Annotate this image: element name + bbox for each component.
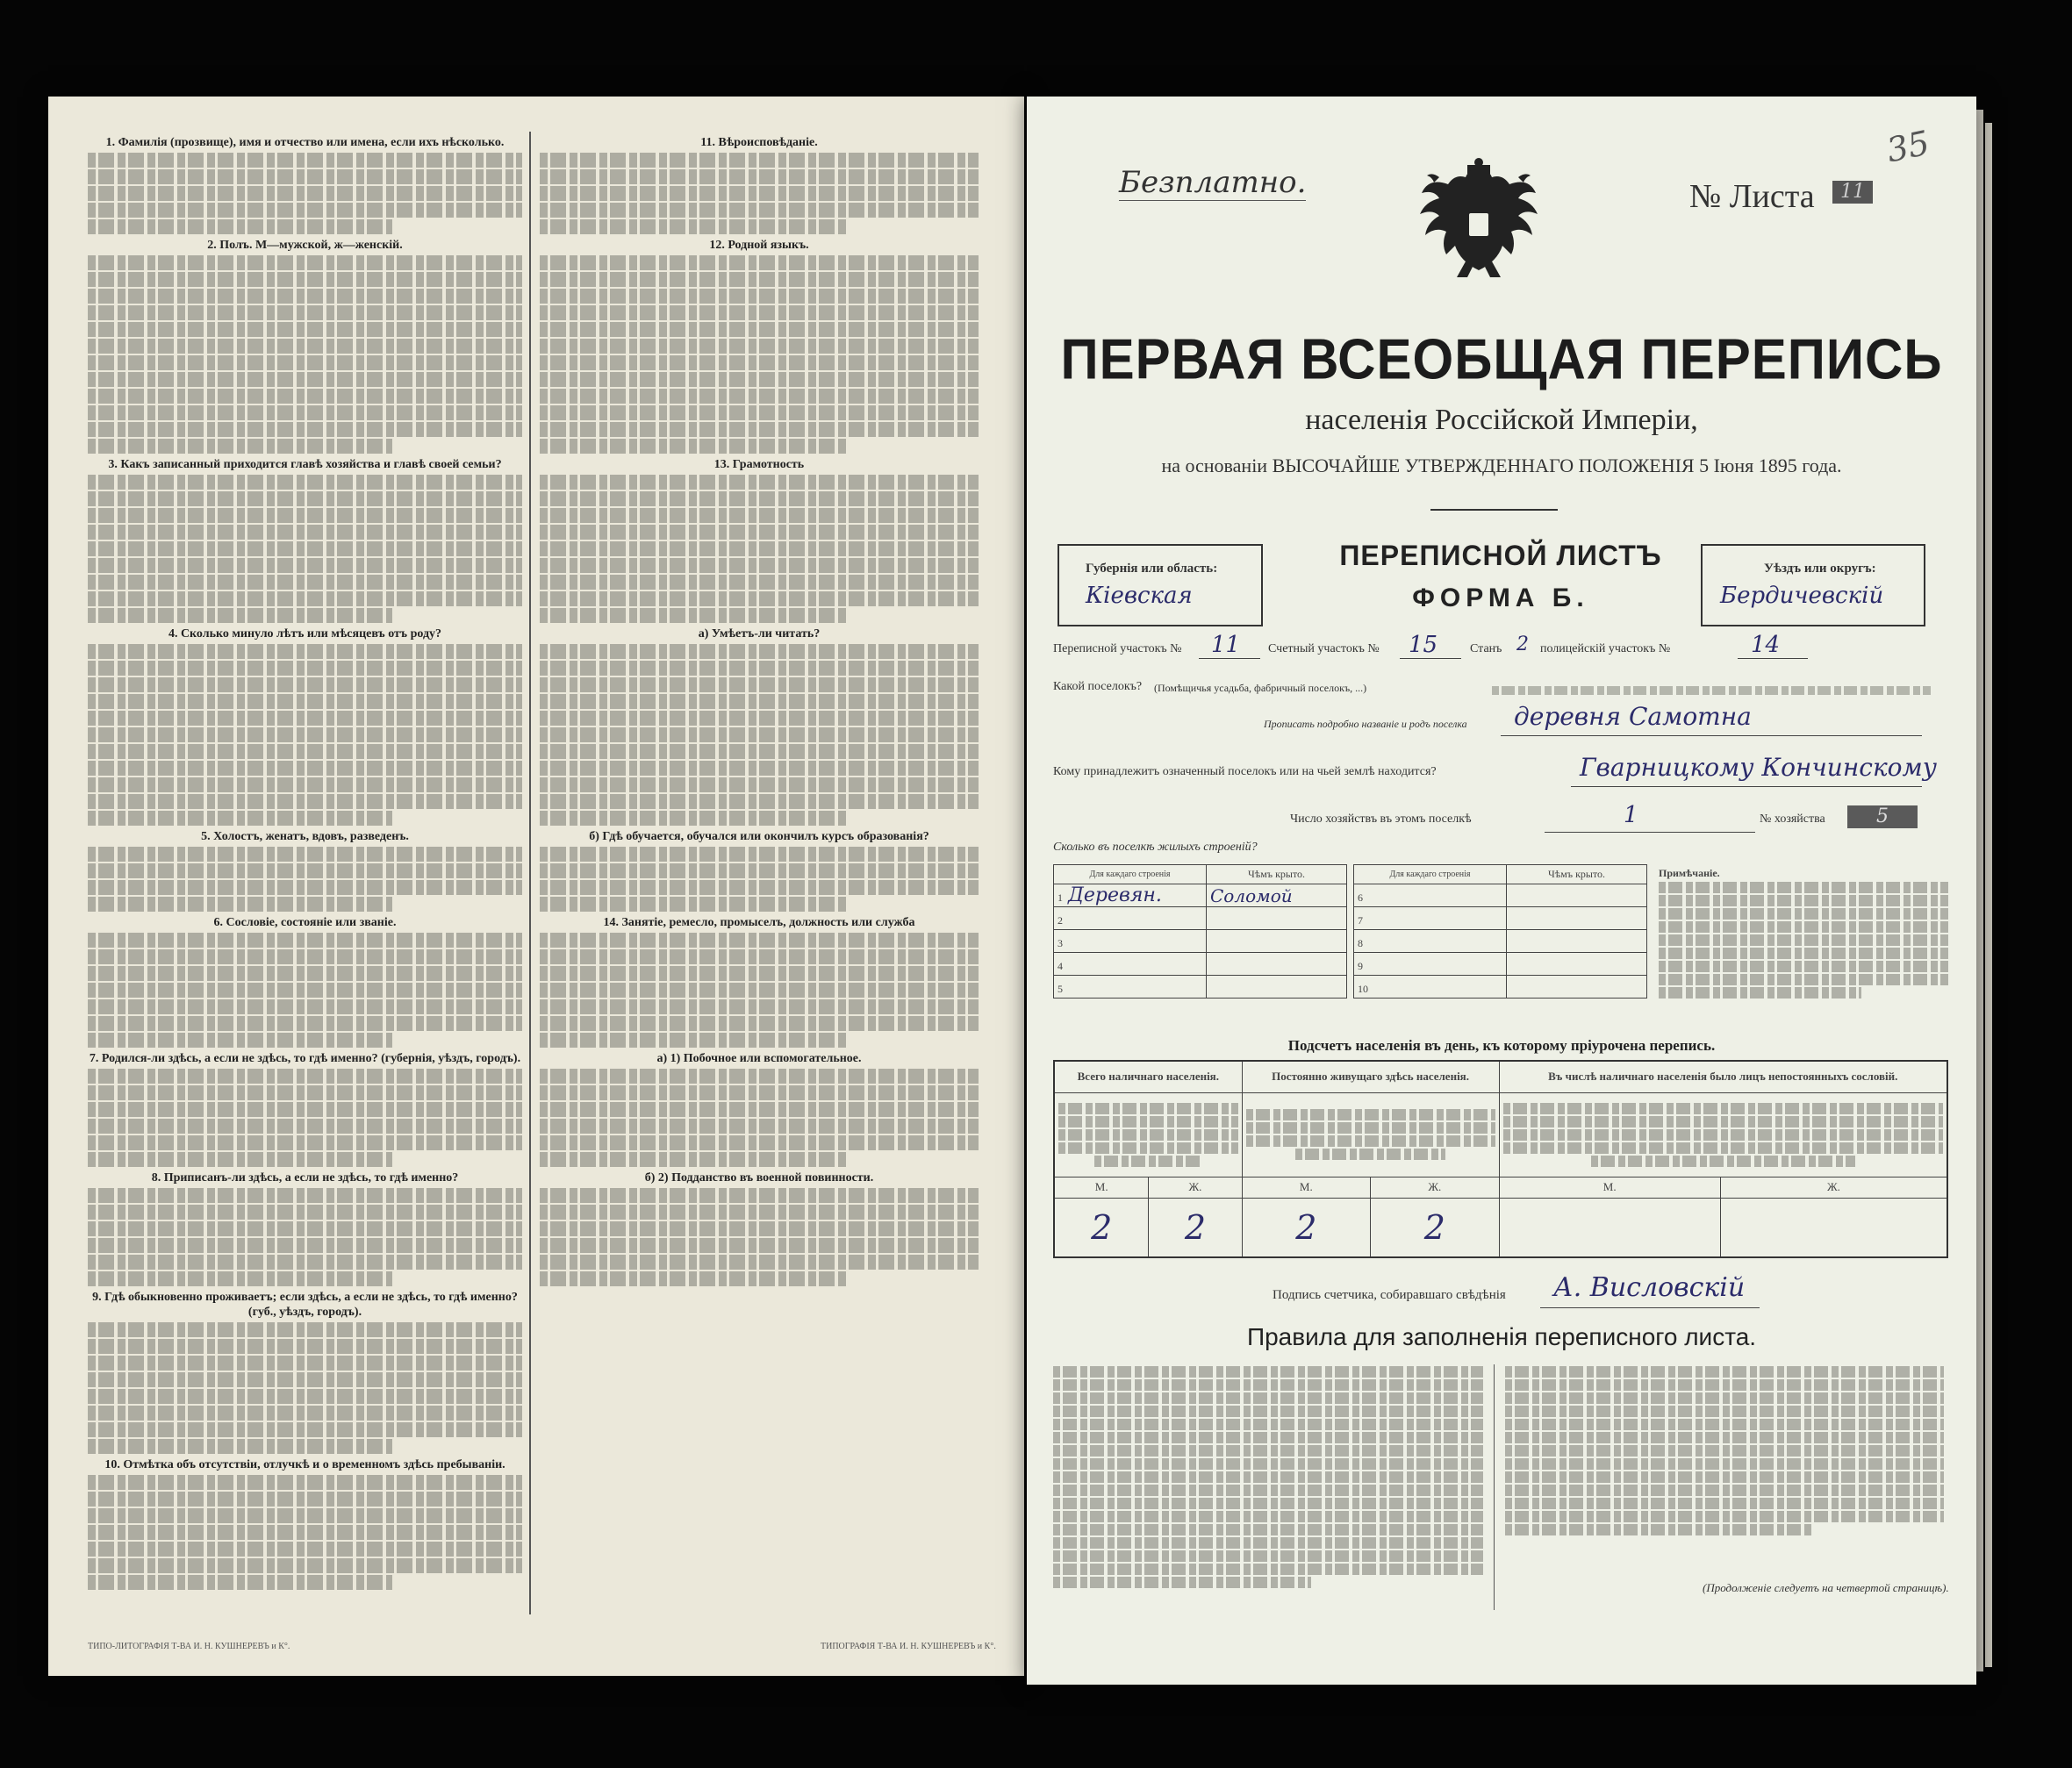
sheet-number-value: 11 — [1832, 181, 1873, 204]
sex-column-label: Ж. — [1371, 1177, 1499, 1198]
instruction-text-line — [88, 1542, 522, 1557]
dwellings-table-left — [1053, 864, 1347, 999]
printer-imprint-right: ТИПОГРАФІЯ Т-ВА И. Н. КУШНЕРЕВЪ и К°. — [821, 1642, 996, 1651]
instruction-text-line — [88, 203, 522, 218]
column-divider — [529, 132, 531, 1614]
households-label: Число хозяйствъ въ этомъ поселкѣ — [1290, 812, 1472, 826]
instruction-text-line — [540, 422, 979, 437]
instructions-column-1 — [88, 132, 522, 1614]
instruction-text-line — [88, 949, 522, 964]
dwelling-number: 5 — [1058, 983, 1063, 995]
population-count-value: 2 — [1054, 1198, 1149, 1257]
rules-column-2 — [1505, 1364, 1944, 1575]
instruction-text-line — [88, 847, 522, 862]
instruction-heading: б) 2) Подданство въ военной повинности. — [644, 1171, 874, 1185]
district-box — [1701, 544, 1925, 626]
province-box — [1058, 544, 1263, 626]
instruction-text-line — [88, 491, 522, 506]
instruction-text-line — [88, 1221, 522, 1236]
instruction-text-line — [540, 811, 847, 826]
free-label: Безплатно. — [1119, 165, 1307, 200]
dwelling-row — [1054, 930, 1347, 953]
instruction-text-line — [88, 999, 522, 1014]
settlement-hint-fine-print — [1492, 686, 1931, 695]
instruction-text-line — [88, 1475, 522, 1490]
settlement-hint: (Помѣщичья усадьба, фабричный поселокъ, ...) — [1154, 682, 1367, 694]
instruction-text-line — [88, 322, 522, 337]
printer-imprint-left: ТИПО-ЛИТОГРАФІЯ Т-ВА И. Н. КУШНЕРЕВЪ и К°. — [88, 1642, 290, 1651]
instruction-heading: 10. Отмѣтка объ отсутствіи, отлучкѣ и о временномъ здѣсь пребываніи. — [104, 1458, 505, 1471]
instruction-text-line — [88, 1069, 522, 1084]
instruction-text-line — [88, 1339, 522, 1354]
census-section-label: Переписной участокъ № — [1053, 642, 1182, 655]
sex-column-label: Ж. — [1149, 1177, 1242, 1198]
instruction-heading: 12. Родной языкъ. — [709, 239, 809, 252]
instruction-text-line — [540, 1152, 847, 1167]
instruction-text-line — [540, 999, 979, 1014]
instruction-text-line — [88, 661, 522, 676]
instruction-text-line — [88, 305, 522, 320]
instruction-text-line — [88, 1558, 522, 1573]
count-header-temporary: Въ числѣ наличнаго населенія было лицъ непостоянныхъ сословій. — [1499, 1061, 1947, 1092]
form-main-title: ПЕРВАЯ ВСЕОБЩАЯ ПЕРЕПИСЬ — [1060, 327, 1943, 391]
dwelling-number: 8 — [1358, 937, 1363, 949]
instruction-text-line — [88, 1525, 522, 1540]
population-count-value: 2 — [1149, 1198, 1242, 1257]
dwelling-row — [1354, 907, 1647, 930]
counting-section-label: Счетный участокъ № — [1268, 642, 1380, 655]
dwellings-col-header: Для каждаго строенія — [1054, 865, 1207, 884]
instruction-text-line — [540, 761, 979, 776]
dwelling-roof — [1207, 907, 1347, 930]
settlement-label: Какой поселокъ? — [1053, 680, 1143, 693]
dwellings-col-header: Чѣмъ крыто. — [1207, 865, 1347, 884]
instruction-text-line — [540, 1135, 979, 1150]
counting-section-value: 15 — [1409, 632, 1438, 658]
instruction-heading: б) Гдѣ обучается, обучался или окончилъ курсъ образованія? — [589, 830, 929, 843]
instruction-text-line — [540, 1188, 979, 1203]
instruction-heading: 1. Фамилія (прозвище), имя и отчество или имена, если ихъ нѣсколько. — [105, 136, 505, 149]
dwelling-kind: Деревян. — [1068, 884, 1162, 906]
instruction-text-line — [540, 541, 979, 556]
instruction-heading: а) 1) Побочное или вспомогательное. — [656, 1052, 862, 1065]
instruction-text-line — [540, 305, 979, 320]
instruction-heading: 6. Сословіе, состояніе или званіе. — [213, 916, 397, 929]
field-underline — [1571, 786, 1922, 787]
instruction-text-line — [88, 880, 522, 895]
instruction-text-line — [540, 1102, 979, 1117]
instruction-text-line — [88, 475, 522, 490]
instruction-text-line — [88, 966, 522, 981]
instruction-text-line — [540, 1238, 979, 1253]
instruction-text-line — [88, 1406, 522, 1421]
rules-column-1 — [1053, 1364, 1483, 1619]
instruction-text-line — [540, 897, 847, 912]
dwelling-row — [1054, 907, 1347, 930]
dwellings-col-header: Для каждаго строенія — [1354, 865, 1507, 884]
instruction-text-line — [88, 777, 522, 792]
province-label: Губернія или область: — [1086, 562, 1218, 576]
instruction-text-line — [540, 389, 979, 404]
instruction-text-line — [540, 153, 979, 168]
instruction-heading: 11. Вѣроисповѣданіе. — [700, 136, 818, 149]
instruction-heading: 2. Полъ. М—мужской, ж—женскій. — [207, 239, 403, 252]
signature-label: Подпись счетчика, собиравшаго свѣдѣнія — [1273, 1288, 1506, 1302]
field-underline — [1545, 832, 1755, 833]
instruction-text-line — [540, 880, 979, 895]
instruction-heading: 14. Занятіе, ремесло, промыселъ, должность или служба — [603, 916, 915, 929]
instruction-text-line — [88, 608, 392, 623]
instruction-text-line — [540, 339, 979, 354]
instruction-text-line — [540, 933, 979, 948]
instruction-text-line — [540, 405, 979, 420]
field-underline — [1501, 735, 1922, 736]
instruction-text-line — [540, 983, 979, 998]
dwelling-number: 10 — [1358, 983, 1368, 995]
instruction-text-line — [540, 439, 847, 454]
dwelling-roof — [1507, 884, 1647, 907]
instruction-heading: а) Умѣетъ-ли читать? — [698, 627, 821, 641]
dwelling-row — [1354, 930, 1647, 953]
instruction-text-line — [88, 1085, 522, 1100]
instruction-text-line — [88, 1575, 392, 1590]
police-section-value: 14 — [1751, 632, 1781, 658]
instruction-text-line — [540, 1221, 979, 1236]
instruction-text-line — [88, 508, 522, 523]
instruction-heading: 9. Гдѣ обыкновенно проживаетъ; если здѣсь, а если не здѣсь, то гдѣ именно? (губ., уѣздъ, городъ). — [92, 1291, 518, 1319]
dwelling-number: 7 — [1358, 914, 1363, 927]
population-count-table — [1053, 1060, 1948, 1258]
census-section-value: 11 — [1211, 632, 1241, 658]
settlement-note: Прописать подробно названіе и родъ поселка — [1264, 718, 1467, 730]
instruction-text-line — [88, 1422, 522, 1437]
dwelling-roof — [1207, 930, 1347, 953]
paper-stack-edge — [1985, 123, 1992, 1667]
sex-column-label: Ж. — [1720, 1177, 1947, 1198]
instruction-text-line — [540, 475, 979, 490]
instruction-text-line — [88, 558, 522, 573]
settlement-value: деревня Самотна — [1514, 702, 1752, 731]
instruction-text-line — [540, 744, 979, 759]
instruction-text-line — [88, 255, 522, 270]
dwelling-number: 6 — [1358, 891, 1363, 904]
police-section-label: полицейскій участокъ № — [1540, 642, 1671, 655]
instruction-text-line — [88, 711, 522, 726]
instruction-text-line — [88, 761, 522, 776]
instruction-text-line — [540, 727, 979, 742]
instruction-heading: 4. Сколько минуло лѣтъ или мѣсяцевъ отъ роду? — [168, 627, 442, 641]
instruction-text-line — [88, 1508, 522, 1523]
dwelling-roof — [1207, 976, 1347, 999]
instruction-text-line — [540, 1255, 979, 1270]
instruction-text-line — [540, 491, 979, 506]
instruction-text-line — [88, 644, 522, 659]
instruction-text-line — [88, 575, 522, 590]
instruction-heading: 7. Родился-ли здѣсь, а если не здѣсь, то гдѣ именно? (губернія, уѣздъ, городъ). — [89, 1052, 521, 1065]
instruction-text-line — [540, 1271, 847, 1286]
dwelling-number: 9 — [1358, 960, 1363, 972]
instruction-text-line — [88, 694, 522, 709]
instruction-text-line — [540, 372, 979, 387]
dwelling-row — [1054, 884, 1347, 907]
instruction-text-line — [540, 863, 979, 878]
dwelling-row — [1354, 884, 1647, 907]
instruction-text-line — [88, 933, 522, 948]
stan-label: Станъ — [1470, 642, 1502, 655]
instruction-text-line — [88, 1322, 522, 1337]
sex-column-label: М. — [1499, 1177, 1720, 1198]
instruction-text-line — [540, 322, 979, 337]
form-sheet-title: ПЕРЕПИСНОЙ ЛИСТЪ — [1339, 540, 1662, 571]
instruction-text-line — [88, 744, 522, 759]
instruction-text-line — [540, 219, 847, 234]
dwelling-row — [1054, 976, 1347, 999]
instruction-text-line — [88, 541, 522, 556]
instructions-column-2 — [540, 132, 979, 1614]
dwelling-number: 3 — [1058, 937, 1063, 949]
dwelling-roof — [1207, 953, 1347, 976]
instruction-text-line — [88, 1188, 522, 1203]
dwelling-roof — [1507, 907, 1647, 930]
population-count-title: Подсчетъ населенія въ день, къ которому пріурочена перепись. — [1287, 1037, 1716, 1054]
instruction-text-line — [540, 289, 979, 304]
instruction-text-line — [540, 272, 979, 287]
instruction-text-line — [88, 153, 522, 168]
dwelling-roof — [1507, 976, 1647, 999]
dwellings-note — [1659, 867, 1948, 1020]
instruction-text-line — [88, 1271, 392, 1286]
note-label: Примѣчаніе. — [1659, 867, 1720, 879]
instruction-text-line — [540, 966, 979, 981]
instruction-text-line — [540, 575, 979, 590]
rules-continuation-note: (Продолженіе следуетъ на четвертой страницѣ). — [1703, 1581, 1949, 1594]
instruction-text-line — [88, 1389, 522, 1404]
instruction-text-line — [540, 1085, 979, 1100]
instruction-text-line — [540, 1205, 979, 1220]
population-count-value: 2 — [1242, 1198, 1370, 1257]
instruction-text-line — [88, 1356, 522, 1371]
left-page-instructions — [48, 97, 1024, 1676]
instruction-text-line — [540, 847, 979, 862]
province-value: Кіевская — [1086, 583, 1193, 609]
instruction-text-line — [540, 777, 979, 792]
instruction-text-line — [88, 1152, 392, 1167]
pencil-corner-number: 35 — [1882, 123, 1933, 170]
instruction-heading: 8. Приписанъ-ли здѣсь, а если не здѣсь, то гдѣ именно? — [151, 1171, 459, 1185]
instruction-text-line — [540, 508, 979, 523]
instruction-text-line — [88, 1016, 522, 1031]
dwelling-row — [1054, 953, 1347, 976]
imperial-eagle-emblem — [1413, 158, 1545, 281]
count-header-total: Всего наличнаго населенія. — [1054, 1061, 1242, 1092]
form-type-title: ФОРМА Б. — [1412, 583, 1589, 612]
rules-divider — [1494, 1364, 1495, 1610]
instruction-text-line — [88, 1439, 392, 1454]
instruction-text-line — [88, 794, 522, 809]
instruction-text-line — [540, 355, 979, 370]
owner-label: Кому принадлежитъ означенный поселокъ или на чьей землѣ находится? — [1053, 765, 1437, 778]
count-header-permanent: Постоянно живущаго здѣсь населенія. — [1242, 1061, 1499, 1092]
instruction-text-line — [88, 272, 522, 287]
instruction-text-line — [88, 897, 392, 912]
field-underline — [1540, 1307, 1760, 1308]
instruction-text-line — [540, 1119, 979, 1134]
instruction-heading: 5. Холостъ, женатъ, вдовъ, разведенъ. — [201, 830, 409, 843]
dwellings-table-right — [1353, 864, 1647, 999]
instruction-text-line — [88, 1255, 522, 1270]
dwelling-roof — [1507, 930, 1647, 953]
instruction-text-line — [88, 439, 392, 454]
dwelling-roof: Соломой — [1207, 884, 1347, 907]
instruction-text-line — [540, 203, 979, 218]
instruction-text-line — [88, 525, 522, 540]
dwelling-roof — [1507, 953, 1647, 976]
population-count-value — [1720, 1198, 1947, 1257]
instruction-text-line — [88, 1238, 522, 1253]
dwelling-number: 2 — [1058, 914, 1063, 927]
instruction-text-line — [540, 677, 979, 692]
instruction-text-line — [88, 1205, 522, 1220]
form-legal-basis: на основаніи ВЫСОЧАЙШЕ УТВЕРЖДЕННАГО ПОЛОЖЕНІЯ 5 Іюня 1895 года. — [1161, 455, 1842, 476]
instruction-text-line — [540, 644, 979, 659]
form-subtitle: населенія Россійской Имперіи, — [1305, 404, 1698, 436]
population-count-value: 2 — [1371, 1198, 1499, 1257]
stan-value: 2 — [1516, 633, 1529, 655]
instruction-text-line — [540, 949, 979, 964]
instruction-text-line — [540, 711, 979, 726]
instruction-text-line — [88, 372, 522, 387]
instruction-text-line — [88, 339, 522, 354]
instruction-text-line — [540, 694, 979, 709]
field-underline — [1199, 658, 1260, 659]
instruction-text-line — [540, 558, 979, 573]
instruction-text-line — [88, 983, 522, 998]
instruction-text-line — [88, 389, 522, 404]
households-value: 1 — [1624, 802, 1638, 828]
dwelling-number: 1 — [1058, 891, 1063, 904]
household-number-value: 5 — [1847, 805, 1918, 828]
district-label: Уѣздъ или округъ: — [1764, 562, 1876, 576]
sex-column-label: М. — [1242, 1177, 1370, 1198]
instruction-text-line — [540, 525, 979, 540]
instruction-text-line — [88, 1372, 522, 1387]
instruction-heading: 3. Какъ записанный приходится главѣ хозяйства и главѣ своей семьи? — [108, 458, 502, 471]
dwelling-row — [1354, 953, 1647, 976]
instruction-text-line — [540, 591, 979, 606]
sheet-number-label: № Листа — [1689, 178, 1815, 215]
instruction-text-line — [88, 1119, 522, 1134]
instruction-text-line — [88, 811, 392, 826]
population-count-value — [1499, 1198, 1720, 1257]
instruction-text-line — [88, 289, 522, 304]
instruction-text-line — [88, 1135, 522, 1150]
rules-title: Правила для заполненія переписного листа. — [1246, 1323, 1757, 1350]
instruction-text-line — [540, 608, 847, 623]
field-underline — [1738, 658, 1808, 659]
instruction-text-line — [88, 591, 522, 606]
instruction-text-line — [540, 1033, 847, 1048]
dwelling-number: 4 — [1058, 960, 1063, 972]
field-underline — [1400, 658, 1461, 659]
instruction-text-line — [88, 677, 522, 692]
instruction-text-line — [88, 1492, 522, 1507]
dwellings-col-header: Чѣмъ крыто. — [1507, 865, 1647, 884]
instruction-text-line — [88, 422, 522, 437]
instruction-text-line — [540, 1016, 979, 1031]
instruction-text-line — [540, 1069, 979, 1084]
instruction-text-line — [540, 255, 979, 270]
instruction-text-line — [540, 794, 979, 809]
sex-column-label: М. — [1054, 1177, 1149, 1198]
instruction-text-line — [540, 169, 979, 184]
household-number-label: № хозяйства — [1760, 812, 1825, 826]
instruction-text-line — [88, 169, 522, 184]
instruction-text-line — [88, 355, 522, 370]
right-page-census-form — [1027, 97, 1976, 1685]
title-rule — [1430, 509, 1558, 511]
instruction-text-line — [540, 661, 979, 676]
dwelling-row — [1354, 976, 1647, 999]
enumerator-signature: А. Висловскій — [1553, 1272, 1746, 1303]
owner-value: Гварницкому Кончинскому — [1580, 753, 1937, 782]
instruction-text-line — [88, 186, 522, 201]
district-value: Бердичевскій — [1720, 583, 1884, 609]
instruction-text-line — [88, 219, 392, 234]
dwellings-label: Сколько въ поселкѣ жилыхъ строеній? — [1053, 841, 1258, 854]
instruction-text-line — [88, 405, 522, 420]
instruction-heading: 13. Грамотность — [713, 458, 805, 471]
instruction-text-line — [540, 186, 979, 201]
instruction-text-line — [88, 727, 522, 742]
instruction-text-line — [88, 863, 522, 878]
instruction-text-line — [88, 1102, 522, 1117]
instruction-text-line — [88, 1033, 392, 1048]
